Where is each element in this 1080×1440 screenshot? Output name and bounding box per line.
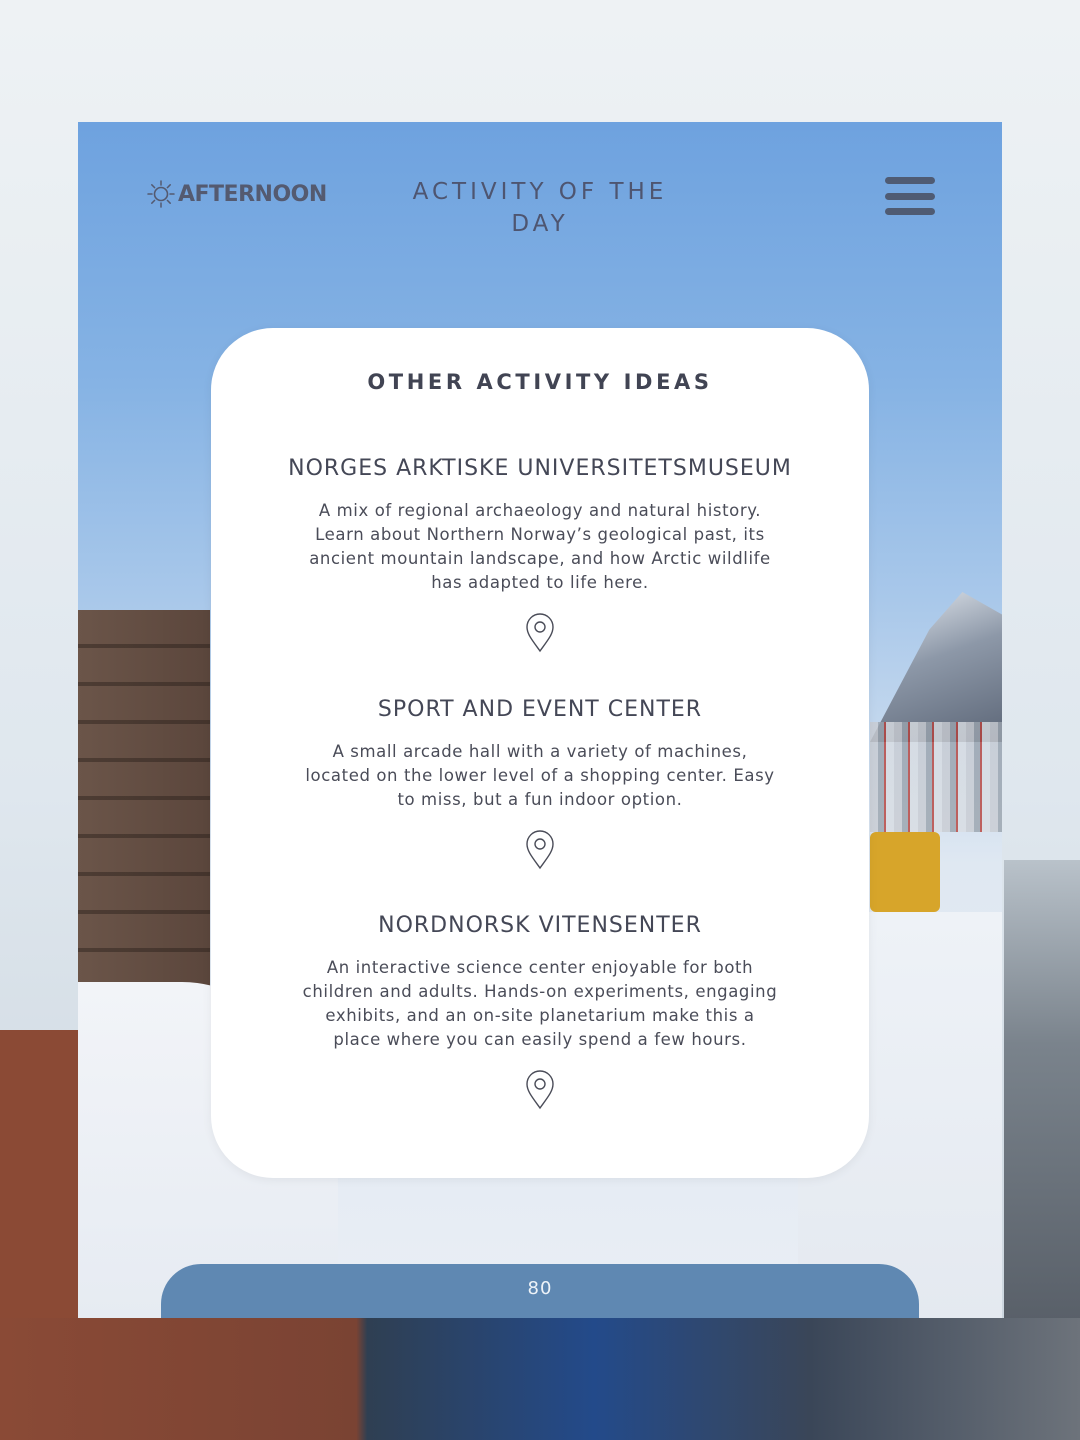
activity-ideas-card — [211, 328, 869, 1178]
page-title: ACTIVITY OF THE DAY — [412, 179, 668, 237]
activity-item-science-center — [211, 913, 869, 1110]
photo-town — [870, 722, 1002, 832]
background-road — [1004, 860, 1080, 1320]
map-pin-icon[interactable] — [525, 613, 555, 653]
background-ground — [0, 1318, 1080, 1440]
menu-bar-bottom — [885, 208, 935, 215]
activity-description: A small arcade hall with a variety of machines, located on the lower level of a shopping center. Easy to miss, but a fun indoor option. — [305, 742, 775, 809]
sun-icon — [146, 179, 176, 209]
activity-item-museum — [211, 456, 869, 653]
activity-name: NORGES ARKTISKE UNIVERSITETSMUSEUM — [288, 456, 792, 481]
map-pin-icon[interactable] — [525, 1070, 555, 1110]
map-pin-icon[interactable] — [525, 830, 555, 870]
photo-building — [78, 610, 210, 1010]
hamburger-menu-icon[interactable] — [885, 177, 935, 215]
menu-bar-top — [885, 177, 935, 184]
activity-description: An interactive science center enjoyable for both children and adults. Hands-on experiments, engaging exhibits, and an on-site planetarium make this a place where you can easily spend a few hours. — [302, 958, 778, 1049]
card-title: OTHER ACTIVITY IDEAS — [367, 370, 713, 394]
afternoon-logo — [146, 178, 327, 210]
activity-name: SPORT AND EVENT CENTER — [377, 697, 703, 722]
page-number: 80 — [527, 1278, 553, 1299]
background-brick-wall — [0, 1030, 80, 1320]
activity-item-sport-center — [211, 697, 869, 870]
page-number-tab — [161, 1264, 919, 1318]
menu-bar-middle — [885, 193, 935, 200]
logo-text: AFTERNOON — [178, 181, 327, 207]
photo-bus — [870, 832, 940, 912]
activity-name: NORDNORSK VITENSENTER — [378, 913, 702, 938]
activity-description: A mix of regional archaeology and natural history. Learn about Northern Norway’s geological past, its ancient mountain landscape, and how Arctic wildlife has adapted to life here. — [309, 501, 771, 592]
photo-mountain — [870, 592, 1002, 742]
